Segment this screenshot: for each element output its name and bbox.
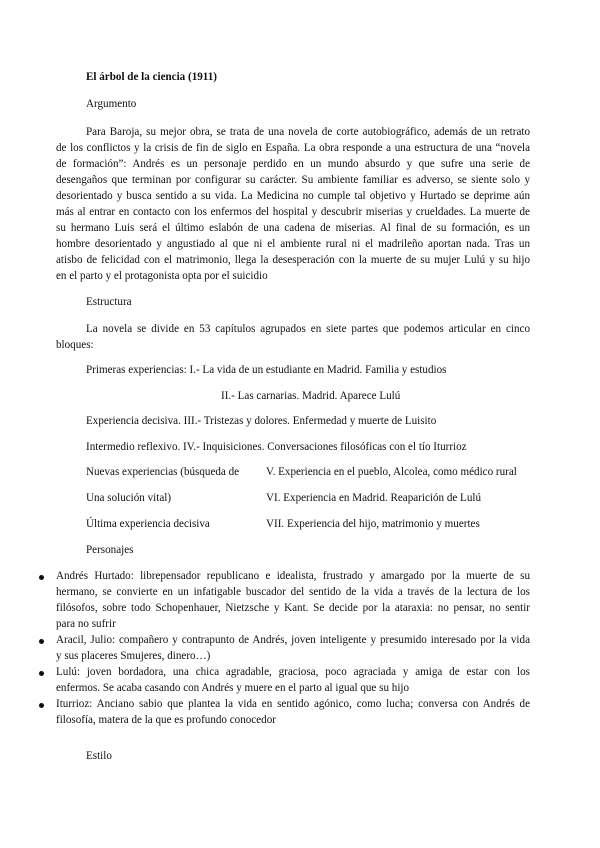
bullet-icon (39, 575, 44, 580)
personaje-line: Andrés Hurtado: librepensador republicano e idealista, frustrado y amargado por la muerte de su (56, 570, 530, 582)
bullet-icon (39, 671, 44, 676)
estructura-row: Intermedio reflexivo. IV.- Inquisiciones. Conversaciones filosóficas con el tío Iturrioz (86, 441, 467, 453)
heading-argumento: Argumento (86, 98, 137, 110)
argumento-line: su hermano Luis será el último eslabón de una cadena de miserias. Al final de su formación, es un (56, 222, 530, 234)
estructura-row: Experiencia decisiva. III.- Tristezas y dolores. Enfermedad y muerte de Luisito (86, 415, 437, 427)
argumento-line: desorientado y busca sentido a su vida. La Medicina no cumple tal objetivo y Hurtado se deprime aún (56, 190, 530, 202)
argumento-line: desengaños que terminan por configurar su carácter. Su ambiente familiar es adverso, se siente solo y (56, 174, 530, 186)
personaje-line: y sus placeres Smujeres, dinero…) (56, 650, 211, 662)
estructura-row-left: Nuevas experiencias (búsqueda de (86, 466, 240, 478)
argumento-line: más al entrar en contacto con los enfermos del hospital y descubrir miserias y crueldades. La muerte de (56, 206, 530, 218)
heading-estilo: Estilo (86, 750, 112, 762)
bullet-icon (39, 639, 44, 644)
personaje-line: Iturrioz: Anciano sabio que plantea la vida en sentido agónico, como lucha; conversa con Andrés de (56, 698, 530, 710)
argumento-line: atisbo de felicidad con el matrimonio, llega la desesperación con la muerte de su mujer Lulú y su hijo (56, 254, 530, 266)
estructura-row: Primeras experiencias: I.- La vida de un estudiante en Madrid. Familia y estudios (86, 364, 447, 376)
heading-personajes: Personajes (86, 544, 134, 556)
estructura-row-right: VI. Experiencia en Madrid. Reaparición de Lulú (266, 492, 482, 504)
estructura-intro-line: La novela se divide en 53 capítulos agrupados en siete partes que podemos articular en cinco (86, 323, 530, 335)
argumento-line: Para Baroja, su mejor obra, se trata de una novela de corte autobiográfico, además de un retrato (86, 126, 530, 138)
personaje-line: enfermos. Se acaba casando con Andrés y muere en el parto al igual que su hijo (56, 682, 410, 694)
bullet-icon (39, 703, 44, 708)
personaje-line: Lulú: joven bordadora, una chica agradable, graciosa, poco agraciada y amiga de estar con los (56, 666, 530, 678)
personaje-line: para no sufrir (56, 618, 116, 630)
estructura-row-left: Última experiencia decisiva (86, 518, 210, 530)
personaje-line: Aracil, Julio: compañero y contrapunto de Andrés, joven inteligente y presumido interesado por la vida (56, 634, 530, 646)
estructura-row: II.- Las carnarias. Madrid. Aparece Lulú (221, 390, 401, 402)
argumento-line: de los conflictos y la crisis de fin de siglo en España. La obra responde a una estructura de una “novela (56, 142, 530, 154)
estructura-intro-line: bloques: (56, 339, 94, 351)
document-title: El árbol de la ciencia (1911) (86, 71, 217, 83)
argumento-line: en el parto y el protagonista opta por el suicidio (56, 270, 268, 282)
estructura-row-right: V. Experiencia en el pueblo, Alcolea, como médico rural (266, 466, 517, 478)
argumento-line: de formación”: Andrés es un personaje perdido en un mundo absurdo y que sufre una serie de (56, 158, 530, 170)
estructura-row-left: Una solución vital) (86, 492, 172, 504)
argumento-line: hombre desorientado y angustiado al que ni el ambiente rural ni el madrileño aportan nada. Tras un (56, 238, 530, 250)
personaje-line: hermano, se convierte en un infatigable buscador del sentido de la vida a través de la lectura de los (56, 586, 530, 598)
personaje-line: filósofos, sobre todo Schopenhauer, Nietzsche y Kant. Se decide por la ataraxia: no pensar, no sentir (56, 602, 530, 614)
estructura-row-right: VII. Experiencia del hijo, matrimonio y muertes (266, 518, 480, 530)
personaje-line: filosofía, matera de la que es profundo conocedor (56, 714, 276, 726)
heading-estructura: Estructura (86, 296, 132, 308)
